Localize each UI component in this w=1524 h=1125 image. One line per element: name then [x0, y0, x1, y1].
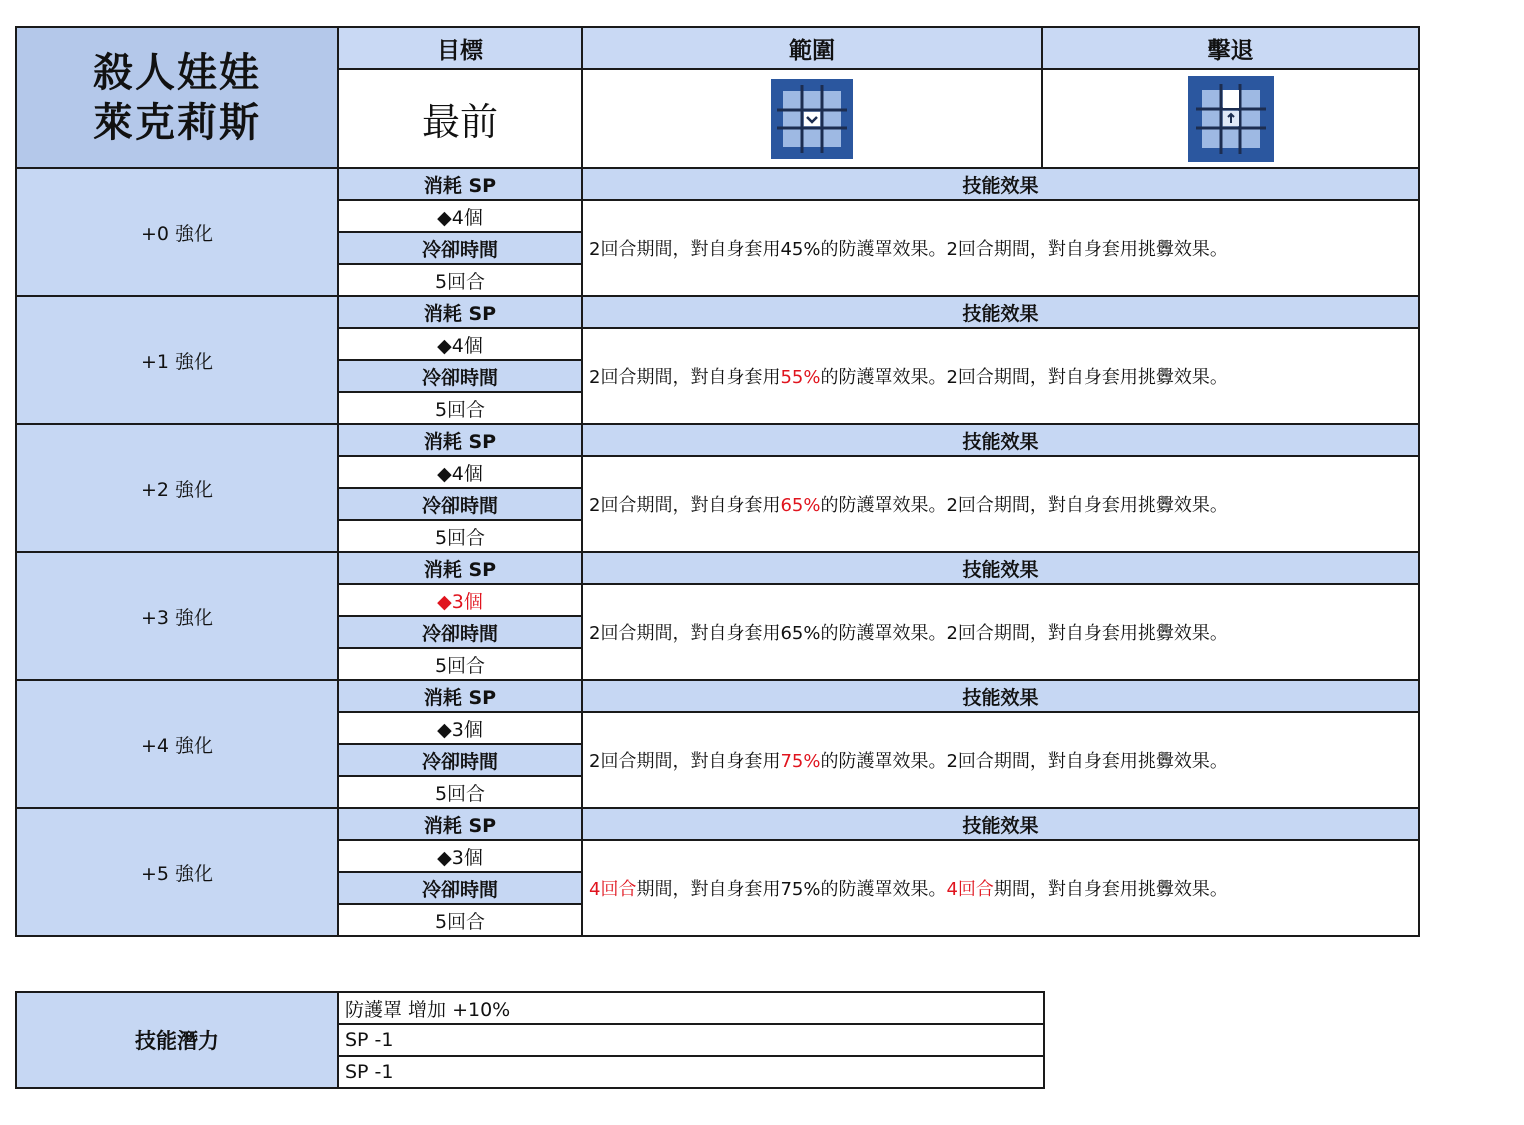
effect-text-segment: 期間，對自身套用 — [636, 751, 781, 772]
effect-text-segment: 期間，對自身套用挑釁效果。 — [993, 367, 1228, 388]
effect-text-segment: 55% — [780, 367, 821, 388]
effect-text-segment: 期間，對自身套用 — [636, 879, 781, 900]
effect-text-segment: 45% — [780, 239, 821, 260]
effect-text — [582, 456, 1419, 552]
sp-cost-value: ◆4個 — [338, 328, 582, 360]
cooldown-value: 5回合 — [338, 904, 582, 936]
effect-text-segment: 期間，對自身套用挑釁效果。 — [993, 623, 1228, 644]
level-label: +3 強化 — [16, 552, 338, 680]
potential-item: 防護罩 增加 +10% — [338, 992, 1044, 1024]
range-cell — [582, 69, 1042, 168]
effect-text-segment: 2回合 — [589, 751, 637, 772]
range-header: 範圍 — [582, 27, 1042, 69]
effect-text-segment: 期間，對自身套用 — [636, 239, 781, 260]
effect-text-segment: 4回合 — [589, 879, 637, 900]
effect-text-segment: 期間，對自身套用 — [636, 495, 781, 516]
effect-text — [582, 712, 1419, 808]
effect-text-segment: 期間，對自身套用挑釁效果。 — [993, 495, 1228, 516]
effect-text — [582, 200, 1419, 296]
sp-cost-value: ◆3個 — [338, 840, 582, 872]
character-name — [16, 27, 338, 168]
level-label: +0 強化 — [16, 168, 338, 296]
sp-cost-value: ◆4個 — [338, 456, 582, 488]
effect-text — [582, 584, 1419, 680]
effect-text-segment: 4回合 — [946, 879, 994, 900]
effect-text-segment: 的防護罩效果。 — [820, 751, 947, 772]
effect-header: 技能效果 — [582, 296, 1419, 328]
effect-header: 技能效果 — [582, 168, 1419, 200]
effect-text-segment: 的防護罩效果。 — [820, 367, 947, 388]
effect-text-segment: 期間，對自身套用挑釁效果。 — [993, 239, 1228, 260]
sp-cost-header: 消耗 SP — [338, 424, 582, 456]
effect-text-segment: 2回合 — [946, 495, 994, 516]
effect-header: 技能效果 — [582, 680, 1419, 712]
cooldown-value: 5回合 — [338, 264, 582, 296]
potential-item: SP -1 — [338, 1024, 1044, 1056]
cooldown-header: 冷卻時間 — [338, 232, 582, 264]
effect-text — [582, 328, 1419, 424]
effect-text — [582, 840, 1419, 936]
sp-cost-value: ◆4個 — [338, 200, 582, 232]
effect-text-segment: 65% — [780, 495, 821, 516]
effect-text-segment: 期間，對自身套用 — [636, 623, 781, 644]
effect-text-segment: 期間，對自身套用挑釁效果。 — [993, 751, 1228, 772]
effect-header: 技能效果 — [582, 808, 1419, 840]
effect-text-segment: 的防護罩效果。 — [820, 239, 947, 260]
character-name-line2: 萊克莉斯 — [93, 99, 261, 146]
level-label: +2 強化 — [16, 424, 338, 552]
cooldown-value: 5回合 — [338, 520, 582, 552]
effect-text-segment: 2回合 — [589, 367, 637, 388]
effect-header: 技能效果 — [582, 424, 1419, 456]
sp-cost-header: 消耗 SP — [338, 296, 582, 328]
effect-text-segment: 期間，對自身套用 — [636, 367, 781, 388]
grid-knockback-up-icon — [1188, 76, 1274, 162]
sp-cost-header: 消耗 SP — [338, 552, 582, 584]
sp-cost-value: ◆3個 — [338, 584, 582, 616]
effect-text-segment: 2回合 — [589, 495, 637, 516]
sp-cost-header: 消耗 SP — [338, 680, 582, 712]
level-label: +5 強化 — [16, 808, 338, 936]
effect-text-segment: 的防護罩效果。 — [820, 623, 947, 644]
effect-text-segment: 2回合 — [946, 751, 994, 772]
cooldown-value: 5回合 — [338, 648, 582, 680]
level-label: +4 強化 — [16, 680, 338, 808]
character-name-line1: 殺人娃娃 — [93, 49, 261, 96]
effect-text-segment: 的防護罩效果。 — [820, 495, 947, 516]
sp-cost-value: ◆3個 — [338, 712, 582, 744]
cooldown-value: 5回合 — [338, 776, 582, 808]
effect-text-segment: 75% — [780, 751, 821, 772]
effect-text-segment: 2回合 — [946, 367, 994, 388]
sp-cost-header: 消耗 SP — [338, 168, 582, 200]
effect-header: 技能效果 — [582, 552, 1419, 584]
potential-item: SP -1 — [338, 1056, 1044, 1088]
knockback-cell — [1042, 69, 1419, 168]
target-header: 目標 — [338, 27, 582, 69]
knockback-header: 擊退 — [1042, 27, 1419, 69]
effect-text-segment: 2回合 — [589, 239, 637, 260]
sp-cost-header: 消耗 SP — [338, 808, 582, 840]
potential-table — [15, 991, 1045, 1089]
potential-label: 技能潛力 — [16, 992, 338, 1088]
cooldown-header: 冷卻時間 — [338, 744, 582, 776]
effect-text-segment: 2回合 — [946, 239, 994, 260]
cooldown-header: 冷卻時間 — [338, 872, 582, 904]
target-value: 最前 — [338, 69, 582, 168]
cooldown-header: 冷卻時間 — [338, 360, 582, 392]
cooldown-value: 5回合 — [338, 392, 582, 424]
effect-text-segment: 65% — [780, 623, 821, 644]
cooldown-header: 冷卻時間 — [338, 616, 582, 648]
effect-text-segment: 期間，對自身套用挑釁效果。 — [993, 879, 1228, 900]
effect-text-segment: 2回合 — [589, 623, 637, 644]
grid-target-front-icon — [771, 79, 853, 159]
effect-text-segment: 的防護罩效果。 — [820, 879, 947, 900]
effect-text-segment: 75% — [780, 879, 821, 900]
cooldown-header: 冷卻時間 — [338, 488, 582, 520]
effect-text-segment: 2回合 — [946, 623, 994, 644]
skill-table — [15, 26, 1420, 937]
level-label: +1 強化 — [16, 296, 338, 424]
